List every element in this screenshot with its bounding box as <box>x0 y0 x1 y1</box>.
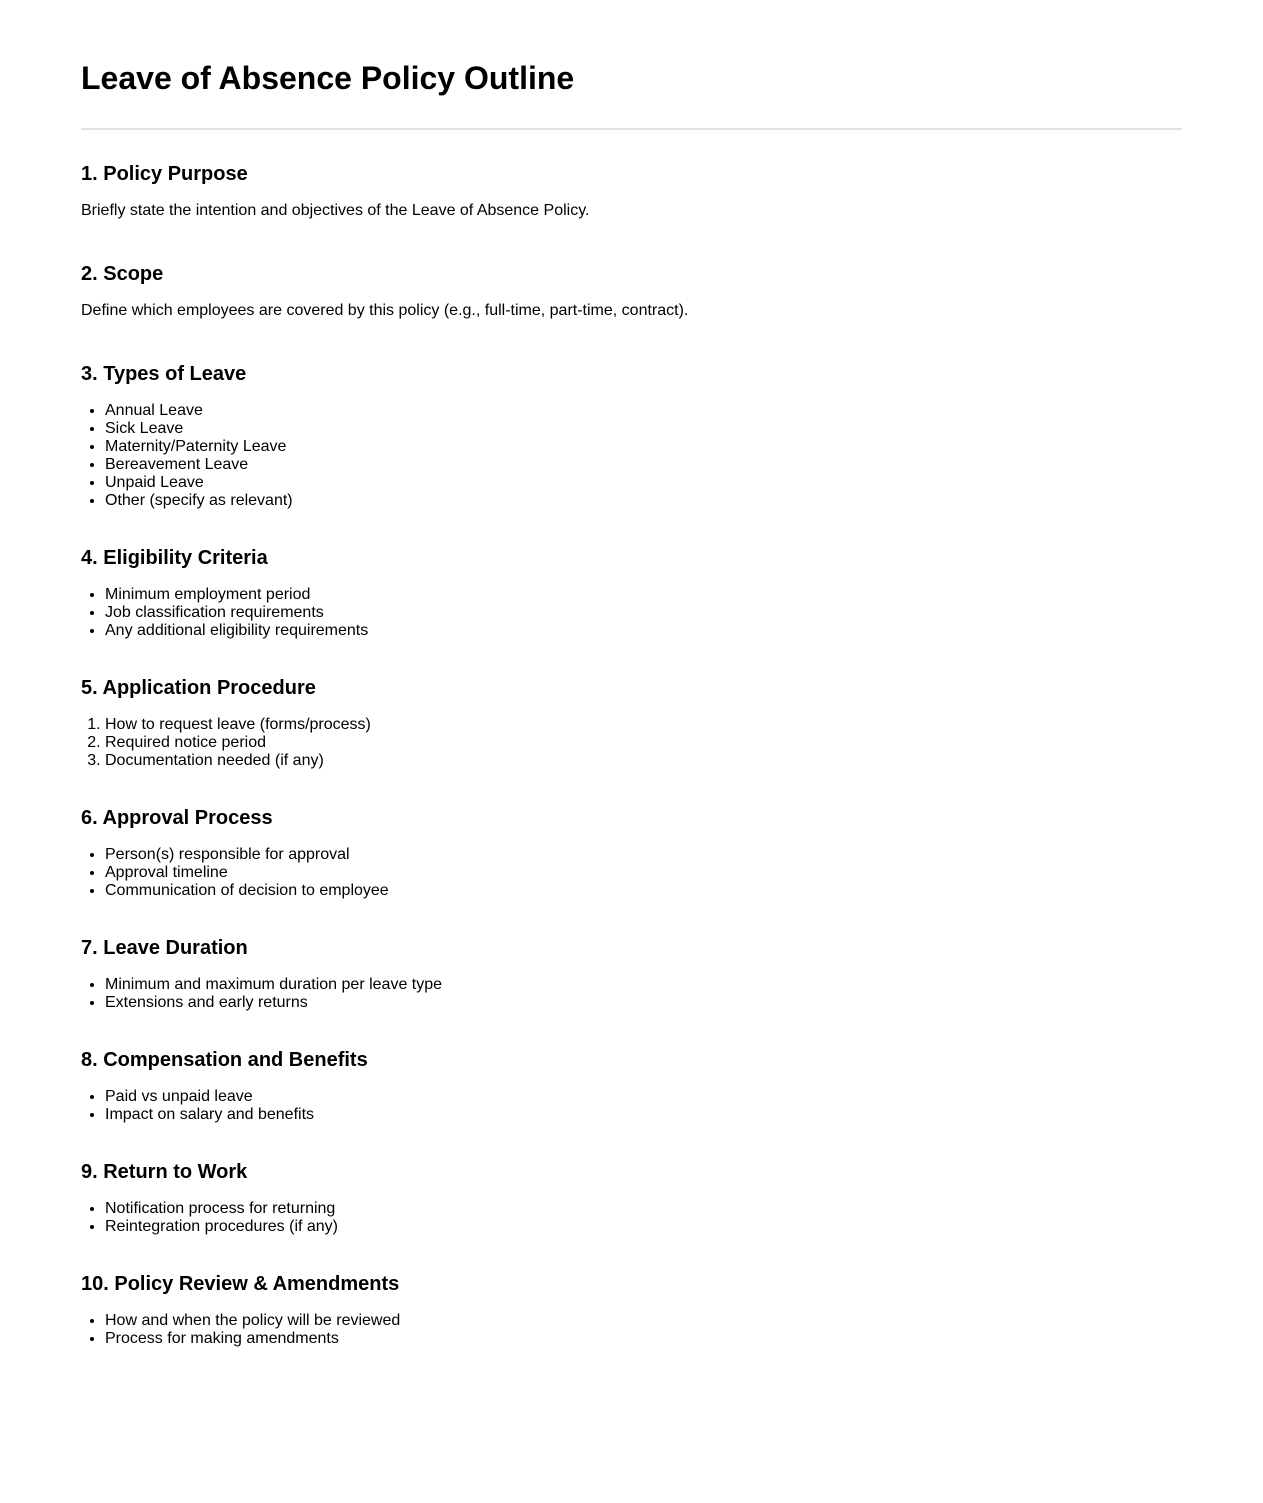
section-policy-review <box>81 1270 1182 1348</box>
list-item: • Minimum employment period <box>105 586 1182 604</box>
list-item: • Annual Leave <box>105 402 1182 420</box>
list-item: • How and when the policy will be reviewed <box>105 1312 1182 1330</box>
list-item: • Job classification requirements <box>105 604 1182 622</box>
list-item: 3. Documentation needed (if any) <box>105 752 1182 770</box>
section-text: Briefly state the intention and objectives of the Leave of Absence Policy. <box>81 202 590 219</box>
section-heading: 3. Types of Leave <box>81 363 247 385</box>
numbered-list <box>81 716 1182 770</box>
section-approval-process <box>81 804 1182 900</box>
list-item: • Process for making amendments <box>105 1330 1182 1348</box>
section-heading: 9. Return to Work <box>81 1161 248 1183</box>
section-eligibility-criteria <box>81 544 1182 640</box>
bullet-list <box>81 586 1182 640</box>
section-heading: 10. Policy Review & Amendments <box>81 1273 400 1295</box>
section-heading: 6. Approval Process <box>81 807 273 829</box>
list-item: • Any additional eligibility requirements <box>105 622 1182 640</box>
section-leave-duration <box>81 934 1182 1012</box>
bullet-list <box>81 1200 1182 1236</box>
section-heading: 8. Compensation and Benefits <box>81 1049 368 1071</box>
section-text: Define which employees are covered by this policy (e.g., full-time, part-time, contract). <box>81 302 689 319</box>
bullet-list <box>81 846 1182 900</box>
section-application-procedure <box>81 674 1182 770</box>
list-item: • Unpaid Leave <box>105 474 1182 492</box>
section-compensation-benefits <box>81 1046 1182 1124</box>
section-return-to-work <box>81 1158 1182 1236</box>
list-item: 2. Required notice period <box>105 734 1182 752</box>
list-item: • Bereavement Leave <box>105 456 1182 474</box>
bullet-list <box>81 1312 1182 1348</box>
section-policy-purpose <box>81 160 1182 220</box>
list-item: • Minimum and maximum duration per leave type <box>105 976 1182 994</box>
bullet-list <box>81 402 1182 510</box>
list-item: • Maternity/Paternity Leave <box>105 438 1182 456</box>
sections-container <box>81 160 1182 1348</box>
list-item: 1. How to request leave (forms/process) <box>105 716 1182 734</box>
bullet-list <box>81 976 1182 1012</box>
section-heading: 2. Scope <box>81 263 164 285</box>
page-title: Leave of Absence Policy Outline <box>81 60 575 96</box>
section-heading: 7. Leave Duration <box>81 937 248 959</box>
title-divider <box>81 128 1182 130</box>
list-item: • Notification process for returning <box>105 1200 1182 1218</box>
section-heading: 4. Eligibility Criteria <box>81 547 268 569</box>
list-item: • Approval timeline <box>105 864 1182 882</box>
list-item: • Sick Leave <box>105 420 1182 438</box>
section-types-of-leave <box>81 360 1182 510</box>
list-item: • Paid vs unpaid leave <box>105 1088 1182 1106</box>
list-item: • Person(s) responsible for approval <box>105 846 1182 864</box>
list-item: • Other (specify as relevant) <box>105 492 1182 510</box>
policy-document <box>81 0 1182 1347</box>
list-item: • Extensions and early returns <box>105 994 1182 1012</box>
list-item: • Communication of decision to employee <box>105 882 1182 900</box>
bullet-list <box>81 1088 1182 1124</box>
list-item: • Reintegration procedures (if any) <box>105 1218 1182 1236</box>
section-heading: 1. Policy Purpose <box>81 163 248 185</box>
section-heading: 5. Application Procedure <box>81 677 316 699</box>
section-scope <box>81 260 1182 320</box>
list-item: • Impact on salary and benefits <box>105 1106 1182 1124</box>
